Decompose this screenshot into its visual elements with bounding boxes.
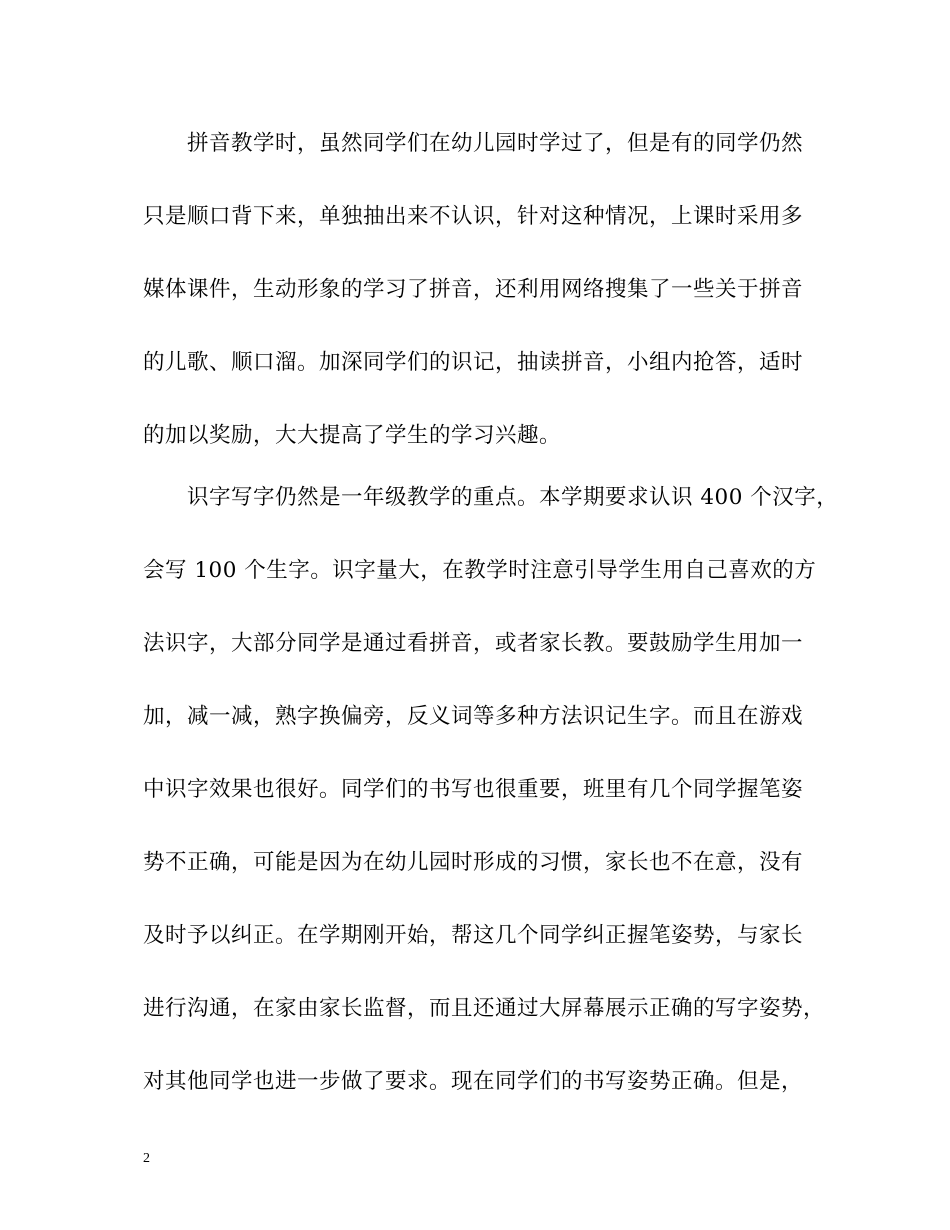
paragraph-1-line-3: 媒体课件，生动形象的学习了拼音，还利用网络搜集了一些关于拼音 xyxy=(143,277,804,302)
paragraph-2-line-6: 势不正确，可能是因为在幼儿园时形成的习惯，家长也不在意，没有 xyxy=(143,850,804,875)
paragraph-2-line-3: 法识字，大部分同学是通过看拼音，或者家长教。要鼓励学生用加一 xyxy=(143,631,804,656)
paragraph-1-line-1: 拼音教学时，虽然同学们在幼儿园时学过了，但是有的同学仍然 xyxy=(187,131,804,156)
paragraph-2-line-7: 及时予以纠正。在学期刚开始，帮这几个同学纠正握笔姿势，与家长 xyxy=(143,923,804,948)
paragraph-2-line-5: 中识字效果也很好。同学们的书写也很重要，班里有几个同学握笔姿 xyxy=(143,777,804,802)
paragraph-2-line-9: 对其他同学也进一步做了要求。现在同学们的书写姿势正确。但是， xyxy=(143,1069,804,1094)
paragraph-2-line-1: 识字写字仍然是一年级教学的重点。本学期要求认识 400 个汉字， xyxy=(187,485,839,510)
paragraph-1-line-4: 的儿歌、顺口溜。加深同学们的识记，抽读拼音，小组内抢答，适时 xyxy=(143,350,804,375)
paragraph-2-line-8: 进行沟通，在家由家长监督，而且还通过大屏幕展示正确的写字姿势， xyxy=(143,996,826,1021)
paragraph-1-line-5: 的加以奖励，大大提高了学生的学习兴趣。 xyxy=(143,423,562,448)
paragraph-2-line-2: 会写 100 个生字。识字量大，在教学时注意引导学生用自己喜欢的方 xyxy=(143,558,817,583)
paragraph-1-line-2: 只是顺口背下来，单独抽出来不认识，针对这种情况，上课时采用多 xyxy=(143,204,804,229)
paragraph-2-line-4: 加，减一减，熟字换偏旁，反义词等多种方法识记生字。而且在游戏 xyxy=(143,704,804,729)
page-number: 2 xyxy=(143,1151,150,1166)
